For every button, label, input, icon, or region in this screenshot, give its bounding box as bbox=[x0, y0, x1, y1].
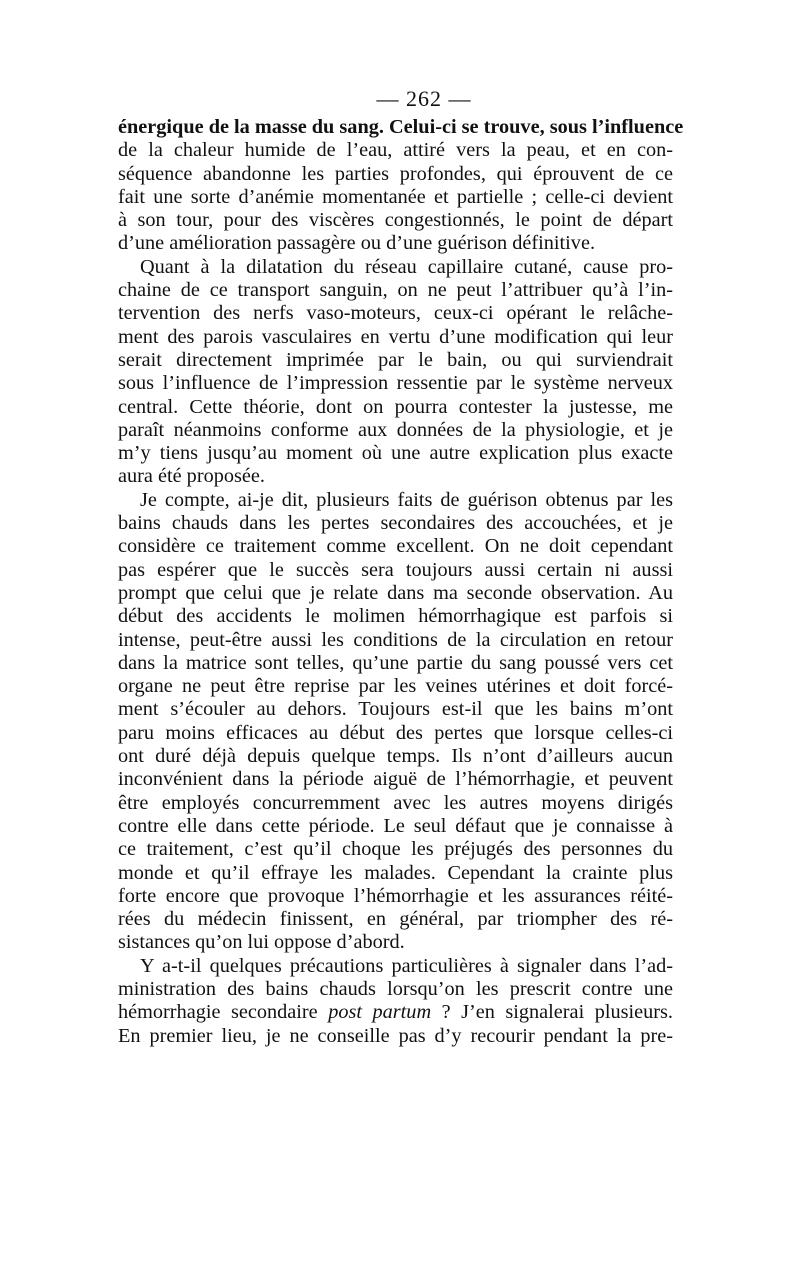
text-line: forte encore que provoque l’hémorrhagie et les assurances réité- bbox=[118, 884, 673, 907]
text-line: énergique de la masse du sang. Celui-ci se trouve, sous l’influence bbox=[118, 116, 684, 138]
text-line: organe ne peut être reprise par les veines utérines et doit forcé- bbox=[118, 675, 673, 698]
text-line: paru moins efficaces au début des pertes que lorsque celles-ci bbox=[118, 721, 673, 744]
text-line: intense, peut-être aussi les conditions de la circulation en retour bbox=[118, 628, 673, 651]
text-line bbox=[118, 1001, 673, 1024]
text-line: ment s’écouler au dehors. Toujours est-il que les bains m’ont bbox=[118, 698, 673, 721]
italic-latin-term: post partum bbox=[328, 1001, 432, 1024]
text-line: ce traitement, c’est qu’il choque les préjugés des personnes du bbox=[118, 838, 673, 861]
text-segment: hémorrhagie secondaire bbox=[118, 1001, 329, 1024]
text-line: début des accidents le molimen hémorrhagique est parfois si bbox=[118, 605, 673, 628]
text-line: prompt que celui que je relate dans ma seconde observation. Au bbox=[118, 581, 673, 604]
text-line: contre elle dans cette période. Le seul défaut que je connaisse à bbox=[118, 814, 673, 837]
text-line: bains chauds dans les pertes secondaires des accouchées, et je bbox=[118, 512, 673, 535]
text-line: Je compte, ai-je dit, plusieurs faits de guérison obtenus par les bbox=[140, 488, 673, 511]
text-line: de la chaleur humide de l’eau, attiré vers la peau, et en con- bbox=[118, 139, 673, 162]
text-line: central. Cette théorie, dont on pourra contester la justesse, me bbox=[118, 395, 673, 418]
body-text bbox=[118, 116, 684, 1048]
text-line: aura été proposée. bbox=[118, 465, 265, 488]
text-segment: ? J’en signalerai plusieurs. bbox=[431, 1001, 673, 1024]
text-line: En premier lieu, je ne conseille pas d’y recourir pendant la pre- bbox=[118, 1024, 673, 1047]
text-line: ministration des bains chauds lorsqu’on les prescrit contre une bbox=[118, 977, 673, 1000]
text-line: à son tour, pour des viscères congestionnés, le point de départ bbox=[118, 209, 673, 232]
text-line: ment des parois vasculaires en vertu d’une modification qui leur bbox=[118, 325, 673, 348]
text-line: inconvénient dans la période aiguë de l’hémorrhagie, et peuvent bbox=[118, 768, 673, 791]
text-line: sous l’influence de l’impression ressentie par le système nerveux bbox=[118, 372, 673, 395]
text-line: dans la matrice sont telles, qu’une partie du sang poussé vers cet bbox=[118, 651, 673, 674]
text-line: chaine de ce transport sanguin, on ne peut l’attribuer qu’à l’in- bbox=[118, 279, 673, 302]
text-line: être employés concurremment avec les autres moyens dirigés bbox=[118, 791, 673, 814]
text-line: sistances qu’on lui oppose d’abord. bbox=[118, 931, 405, 954]
text-line: m’y tiens jusqu’au moment où une autre explication plus exacte bbox=[118, 442, 673, 465]
text-line: séquence abandonne les parties profondes, qui éprouvent de ce bbox=[118, 162, 673, 185]
text-line: fait une sorte d’anémie momentanée et partielle ; celle-ci devient bbox=[118, 185, 673, 208]
text-line: pas espérer que le succès sera toujours aussi certain ni aussi bbox=[118, 558, 673, 581]
text-line: Quant à la dilatation du réseau capillaire cutané, cause pro- bbox=[140, 255, 673, 278]
text-line: ont duré déjà depuis quelque temps. Ils n’ont d’ailleurs aucun bbox=[118, 745, 673, 768]
page-number: — 262 — bbox=[376, 86, 472, 111]
text-line: rées du médecin finissent, en général, par triompher des ré- bbox=[118, 908, 673, 931]
text-line: monde et qu’il effraye les malades. Cependant la crainte plus bbox=[118, 861, 673, 884]
text-line: paraît néanmoins conforme aux données de la physiologie, et je bbox=[118, 418, 673, 441]
text-line: tervention des nerfs vaso-moteurs, ceux-ci opérant le relâche- bbox=[118, 302, 673, 325]
text-line: serait directement imprimée par le bain, ou qui surviendrait bbox=[118, 348, 673, 371]
text-line: Y a-t-il quelques précautions particulières à signaler dans l’ad- bbox=[140, 954, 673, 977]
text-line: d’une amélioration passagère ou d’une guérison définitive. bbox=[118, 232, 596, 255]
text-line: considère ce traitement comme excellent. On ne doit cependant bbox=[118, 535, 673, 558]
